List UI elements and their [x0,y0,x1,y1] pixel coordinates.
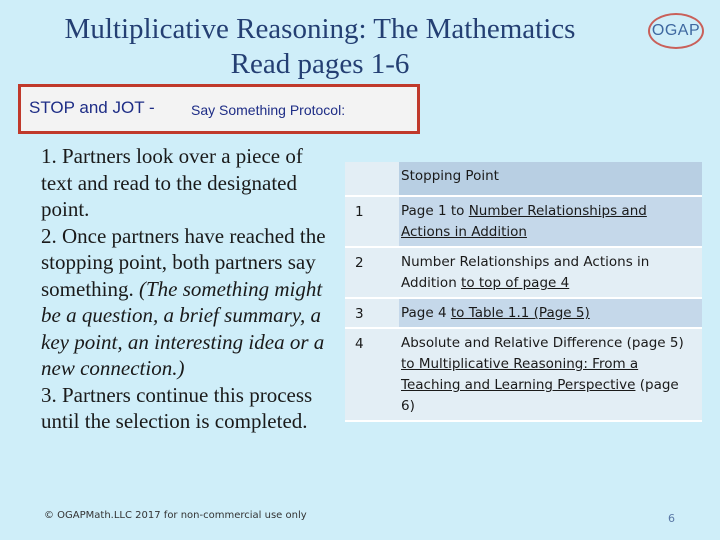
step-3: 3. Partners continue this process until the selection is completed. [41,382,313,433]
row-text: Page 1 to [401,203,469,219]
table-row [345,328,702,421]
header-stopping-point: Stopping Point [399,162,702,196]
row-text: Number Relationships and Actions in Addition [401,254,650,291]
protocol-steps [41,143,326,435]
row-text: Absolute and Relative Difference (page 5) [401,335,684,351]
row-underlined-text: to top of page 4 [461,275,570,291]
row-description [399,298,702,328]
row-text: Page 4 [401,305,451,321]
table-row [345,196,702,247]
row-description [399,196,702,247]
logo-text: OGAP [651,22,701,39]
step-2 [41,223,326,382]
row-description [399,328,702,421]
row-text-tail: (page 6) [401,377,679,414]
slide-title [20,12,620,82]
row-underlined-text: to Table 1.1 (Page 5) [450,305,590,321]
ogap-logo [648,13,704,49]
step-2-text: 2. Once partners have reached the stopping point, both partners say something. [41,223,326,301]
page-number: 6 [668,512,675,525]
table-row [345,298,702,328]
step-1: 1. Partners look over a piece of text and read to the designated point. [41,144,303,221]
banner-label: STOP and JOT - [29,98,155,117]
table-header-row [345,162,702,196]
row-underlined-text: to Multiplicative Reasoning: From a Teaching and Learning Perspective [401,356,639,393]
row-underlined-text: Number Relationships and Actions in Addition [401,203,647,240]
step-2-note: (The something might be a question, a brief summary, a key point, an interesting idea or a new connection.) [41,276,325,380]
table-row [345,247,702,298]
row-number: 4 [345,328,399,421]
stop-and-jot-banner [18,84,420,134]
row-number: 3 [345,298,399,328]
banner-subtitle: Say Something Protocol: [191,102,346,118]
row-number: 1 [345,196,399,247]
stopping-point-table [345,162,702,422]
title-line-2: Read pages 1-6 [230,48,410,80]
copyright-footer: © OGAPMath.LLC 2017 for non-commercial use only [44,510,307,521]
row-number: 2 [345,247,399,298]
header-num-cell [345,162,399,196]
title-line-1: Multiplicative Reasoning: The Mathematics [64,13,576,45]
row-description [399,247,702,298]
